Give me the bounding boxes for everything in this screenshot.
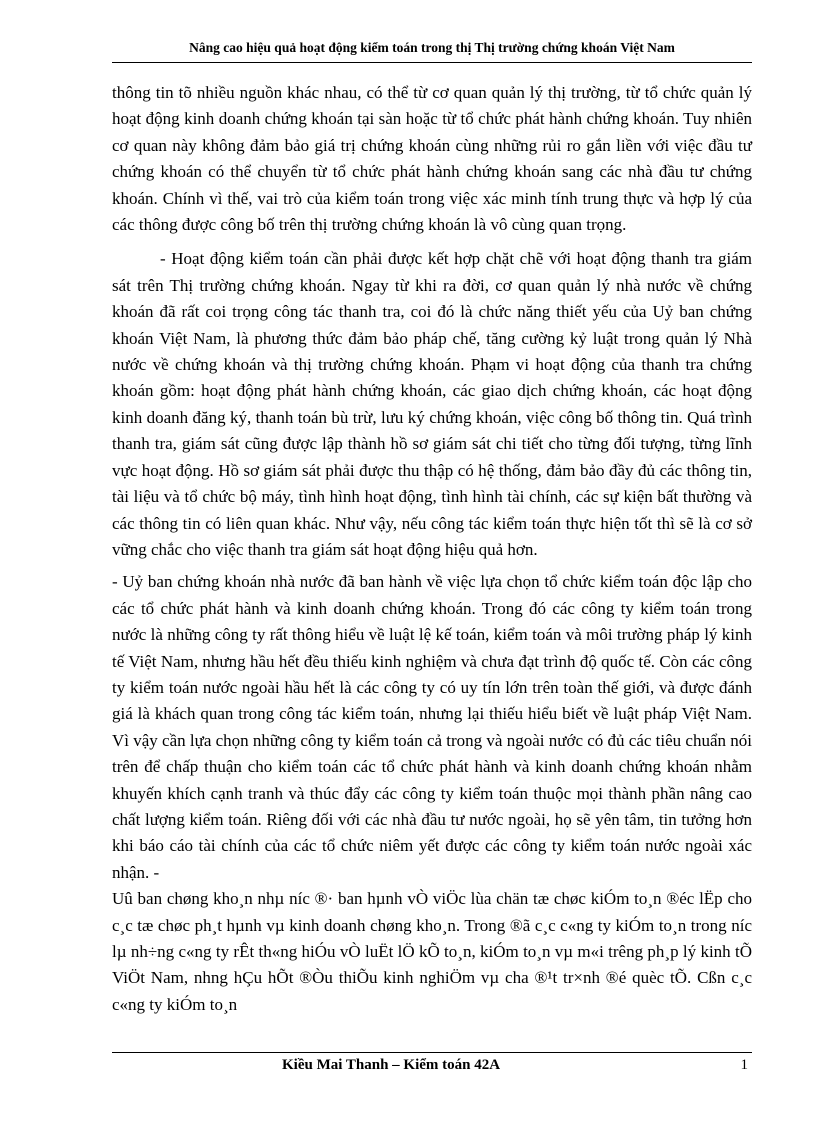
- paragraph-inspection: - Hoạt động kiểm toán cần phải được kết hợp chặt chẽ với hoạt động thanh tra giám sát trên Thị trường chứng khoán. Ngay từ khi ra đời, cơ quan quản lý nhà nước về chứng khoán đã rất coi trọng công tác thanh tra, coi đó là chức năng thiết yếu của Uỷ ban chứng khoán Việt Nam, là phương thức đảm bảo pháp chế, tăng cường kỷ luật trong quản lý Nhà nước về chứng khoán và thị trường chứng khoán. Phạm vi hoạt động của thanh tra chứng khoán gồm: hoạt động phát hành chứng khoán, các giao dịch chứng khoán, các hoạt động kinh doanh đăng ký, thanh toán bù trừ, lưu ký chứng khoán, việc công bố thông tin. Quá trình thanh tra, giám sát cũng được lập thành hồ sơ giám sát chi tiết cho từng đối tượng, từng lĩnh vực hoạt động. Hồ sơ giám sát phải được thu thập có hệ thống, đảm bảo đầy đủ các thông tin, tài liệu và tổ chức bộ máy, tình hình hoạt động, tình hình tài chính, các sự kiện bất thường và các thông tin có liên quan khác. Như vậy, nếu công tác kiểm toán thực hiện tốt thì sẽ là cơ sở vững chắc cho việc thanh tra giám sát hoạt động hiệu quả hơn.: [112, 249, 752, 559]
- page-number: 1: [740, 1057, 748, 1073]
- paragraph-intro: thông tin tõ nhiều nguồn khác nhau, có thể từ cơ quan quản lý thị trường, từ tổ chức quản lý hoạt động kinh doanh chứng khoán tại sàn hoặc từ tổ chức phát hành chứng khoán. Tuy nhiên cơ quan này không đảm bảo giá trị chứng khoán cùng những rủi ro gắn liền với việc đầu tư chứng khoán có thể chuyển từ tổ chức phát hành chứng khoán sang các nhà đầu tư chứng khoán. Chính vì thế, vai trò của kiểm toán trong việc xác minh tính trung thực và hợp lý của các thông được công bố trên thị trường chứng khoán là vô cùng quan trọng.: [112, 83, 752, 235]
- header-title: Nâng cao hiệu quả hoạt động kiểm toán trong thị Thị trường chứng khoán Việt Nam: [189, 40, 675, 55]
- document-body: [112, 80, 752, 1018]
- page-header: [112, 38, 752, 63]
- page-footer: [112, 1052, 752, 1073]
- footer-author: Kiều Mai Thanh – Kiểm toán 42A: [282, 1057, 501, 1073]
- paragraph-legacy-encoding: Uû ban chøng kho¸n nhµ níc ®· ban hµnh vÒ viÖc lùa chän tæ chøc kiÓm to¸n ®éc lËp cho c¸c tæ chøc ph¸t hµnh vµ kinh doanh chøng kho¸n. Trong ®ã c¸c c«ng ty kiÓm to¸n trong níc lµ nh÷ng c«ng ty rÊt th«ng hiÓu vÒ luËt lÖ kÕ to¸n, kiÓm to¸n vµ m«i trêng ph¸p lý kinh tÕ ViÖt Nam, nhng hÇu hÕt ®Òu thiÕu kinh nghiÖm vµ cha ®¹t tr×nh ®é quèc tÕ. Cßn c¸c c«ng ty kiÓm to¸n: [112, 889, 752, 1014]
- paragraph-selection: - Uỷ ban chứng khoán nhà nước đã ban hành về việc lựa chọn tổ chức kiểm toán độc lập cho các tổ chức phát hành và kinh doanh chứng khoán. Trong đó các công ty kiểm toán trong nước là những công ty rất thông hiểu về luật lệ kế toán, kiểm toán và môi trường pháp lý kinh tế Việt Nam, nhưng hầu hết đều thiếu kinh nghiệm và chưa đạt trình độ quốc tế. Còn các công ty kiểm toán nước ngoài hầu hết là các công ty có uy tín lớn trên toàn thế giới, và được đánh giá là khách quan trong công tác kiểm toán, nhưng lại thiếu hiểu biết về luật pháp Việt Nam. Vì vậy cần lựa chọn những công ty kiểm toán cả trong và ngoài nước có đủ các tiêu chuẩn nói trên để chấp thuận cho kiểm toán các tổ chức phát hành và kinh doanh chứng khoán nhằm khuyến khích cạnh tranh và thúc đẩy các công ty kiểm toán thuộc mọi thành phần nâng cao chất lượng kiểm toán. Riêng đối với các nhà đầu tư nước ngoài, họ sẽ yên tâm, tin tưởng hơn khi báo cáo tài chính của các tổ chức niêm yết được các công ty kiểm toán nước ngoài xác nhận. -: [112, 572, 752, 882]
